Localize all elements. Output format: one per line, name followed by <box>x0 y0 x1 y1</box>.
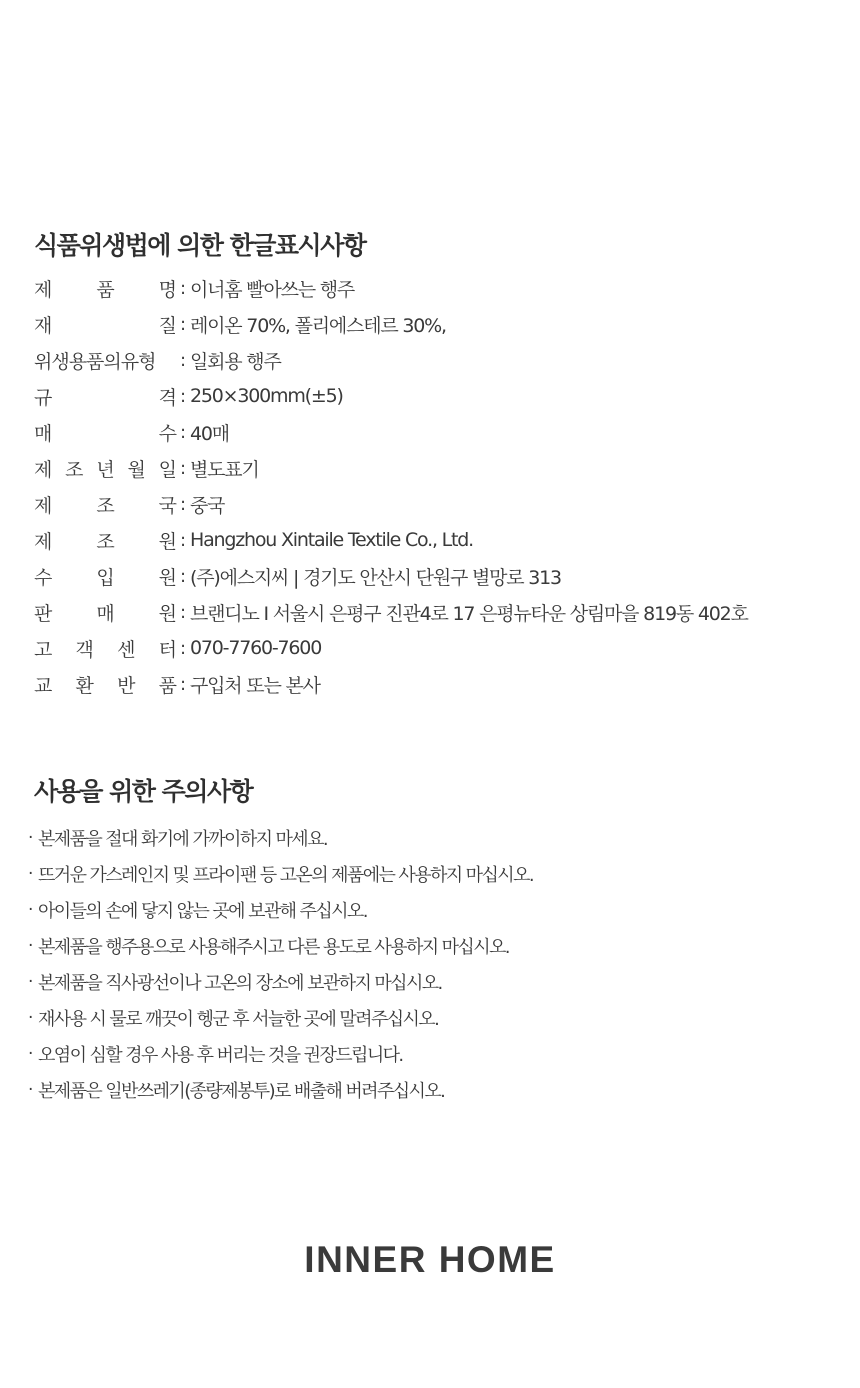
info-label-char: 원 <box>158 566 176 589</box>
info-value: 이너홈 빨아쓰는 행주 <box>190 278 355 301</box>
info-label <box>34 671 176 698</box>
info-label <box>34 347 176 374</box>
bullet-dot: · <box>28 972 34 992</box>
info-row <box>34 594 834 630</box>
info-label-char: 고 <box>34 638 52 661</box>
info-label-char: 원 <box>158 602 176 625</box>
info-separator: : <box>179 313 187 335</box>
info-label-char: 원 <box>158 530 176 553</box>
info-label-char: 규 <box>34 386 52 409</box>
info-label-char: 매 <box>96 602 114 625</box>
info-value: 40매 <box>190 422 229 445</box>
section-title-label-info: 식품위생법에 의한 한글표시사항 <box>34 231 366 260</box>
info-label-char: 명 <box>158 278 176 301</box>
caution-text: 본제품은 일반쓰레기(종량제봉투)로 배출해 버려주십시오. <box>38 1081 445 1102</box>
caution-text: 뜨거운 가스레인지 및 프라이팬 등 고온의 제품에는 사용하지 마십시오. <box>38 865 533 886</box>
caution-text: 본제품을 행주용으로 사용해주시고 다른 용도로 사용하지 마십시오. <box>38 937 509 958</box>
caution-item <box>28 1036 848 1072</box>
brand-logo <box>0 1236 860 1284</box>
info-label-char: 질 <box>158 314 176 337</box>
info-label <box>34 383 176 410</box>
info-row <box>34 306 834 342</box>
info-label-char: 조 <box>96 494 114 517</box>
bullet-dot: · <box>28 1044 34 1064</box>
caution-list <box>28 820 848 1108</box>
info-separator: : <box>179 529 187 551</box>
info-row <box>34 558 834 594</box>
info-value: Hangzhou Xintaile Textile Co., Ltd. <box>190 529 473 551</box>
info-label <box>34 275 176 302</box>
info-value: 별도표기 <box>190 458 259 481</box>
info-separator: : <box>179 493 187 515</box>
info-label <box>34 491 176 518</box>
caution-text: 본제품을 직사광선이나 고온의 장소에 보관하지 마십시오. <box>38 973 442 994</box>
info-value: 070-7760-7600 <box>190 637 322 659</box>
info-label-char: 센 <box>117 638 135 661</box>
info-separator: : <box>179 421 187 443</box>
info-label-char: 조 <box>96 530 114 553</box>
info-separator: : <box>179 565 187 587</box>
info-separator: : <box>179 349 187 371</box>
info-row <box>34 666 834 702</box>
info-label <box>34 527 176 554</box>
info-separator: : <box>179 637 187 659</box>
caution-item <box>28 1000 848 1036</box>
bullet-dot: · <box>28 936 34 956</box>
info-row <box>34 270 834 306</box>
info-label-char: 재 <box>34 314 52 337</box>
info-label-char: 수 <box>34 566 52 589</box>
info-label-char: 입 <box>96 566 114 589</box>
info-label-char: 제 <box>34 458 52 481</box>
info-label <box>34 311 176 338</box>
info-value: 레이온 70%, 폴리에스테르 30%, <box>190 314 446 337</box>
caution-text: 아이들의 손에 닿지 않는 곳에 보관해 주십시오. <box>38 901 367 922</box>
info-value: 구입처 또는 본사 <box>190 674 320 697</box>
caution-item <box>28 1072 848 1108</box>
info-label <box>34 455 176 482</box>
info-label-char: 제 <box>34 530 52 553</box>
info-label-char: 품 <box>96 278 114 301</box>
info-row <box>34 342 834 378</box>
caution-text: 오염이 심할 경우 사용 후 버리는 것을 권장드립니다. <box>38 1045 403 1066</box>
caution-text: 재사용 시 물로 깨끗이 헹군 후 서늘한 곳에 말려주십시오. <box>38 1009 439 1030</box>
info-row <box>34 378 834 414</box>
info-value: 일회용 행주 <box>190 350 281 373</box>
info-separator: : <box>179 673 187 695</box>
info-value: 중국 <box>190 494 225 517</box>
logo-text: INNER HOME <box>304 1239 556 1280</box>
info-label <box>34 563 176 590</box>
caution-text: 본제품을 절대 화기에 가까이하지 마세요. <box>38 829 328 850</box>
bullet-dot: · <box>28 864 34 884</box>
info-label-char: 교 <box>34 674 52 697</box>
info-value: (주)에스지씨 | 경기도 안산시 단원구 별망로 313 <box>190 566 561 589</box>
info-label-char: 반 <box>117 674 135 697</box>
bullet-dot: · <box>28 900 34 920</box>
info-label-char: 국 <box>158 494 176 517</box>
info-value: 250×300mm(±5) <box>190 385 343 407</box>
brand-logo-wordmark <box>300 1236 560 1280</box>
info-label <box>34 599 176 626</box>
caution-item <box>28 892 848 928</box>
info-value: 브랜디노 I 서울시 은평구 진관4로 17 은평뉴타운 상림마을 819동 402호 <box>190 602 748 625</box>
info-separator: : <box>179 385 187 407</box>
bullet-dot: · <box>28 828 34 848</box>
info-label-char: 객 <box>75 638 93 661</box>
info-label-char: 품 <box>158 674 176 697</box>
info-label-char: 환 <box>75 674 93 697</box>
info-label-char: 년 <box>96 458 114 481</box>
bullet-dot: · <box>28 1008 34 1028</box>
info-label-char: 제 <box>34 278 52 301</box>
info-separator: : <box>179 457 187 479</box>
info-label-char: 수 <box>158 422 176 445</box>
info-row <box>34 450 834 486</box>
info-label-char: 제 <box>34 494 52 517</box>
info-separator: : <box>179 601 187 623</box>
info-label-char: 조 <box>65 458 83 481</box>
info-label-char: 월 <box>127 458 145 481</box>
info-label-char: 터 <box>158 638 176 661</box>
info-separator: : <box>179 277 187 299</box>
caution-item <box>28 964 848 1000</box>
info-label-char: 매 <box>34 422 52 445</box>
caution-item <box>28 856 848 892</box>
caution-item <box>28 928 848 964</box>
info-row <box>34 414 834 450</box>
info-label-char: 판 <box>34 602 52 625</box>
section-title-cautions: 사용을 위한 주의사항 <box>34 777 253 806</box>
info-row <box>34 630 834 666</box>
info-label-char: 일 <box>158 458 176 481</box>
info-label <box>34 419 176 446</box>
info-row <box>34 486 834 522</box>
info-label <box>34 635 176 662</box>
info-row <box>34 522 834 558</box>
bullet-dot: · <box>28 1080 34 1100</box>
info-label-char: 격 <box>158 386 176 409</box>
caution-item <box>28 820 848 856</box>
product-info-list <box>34 270 834 702</box>
info-label-char: 위생용품의유형 <box>34 350 156 373</box>
